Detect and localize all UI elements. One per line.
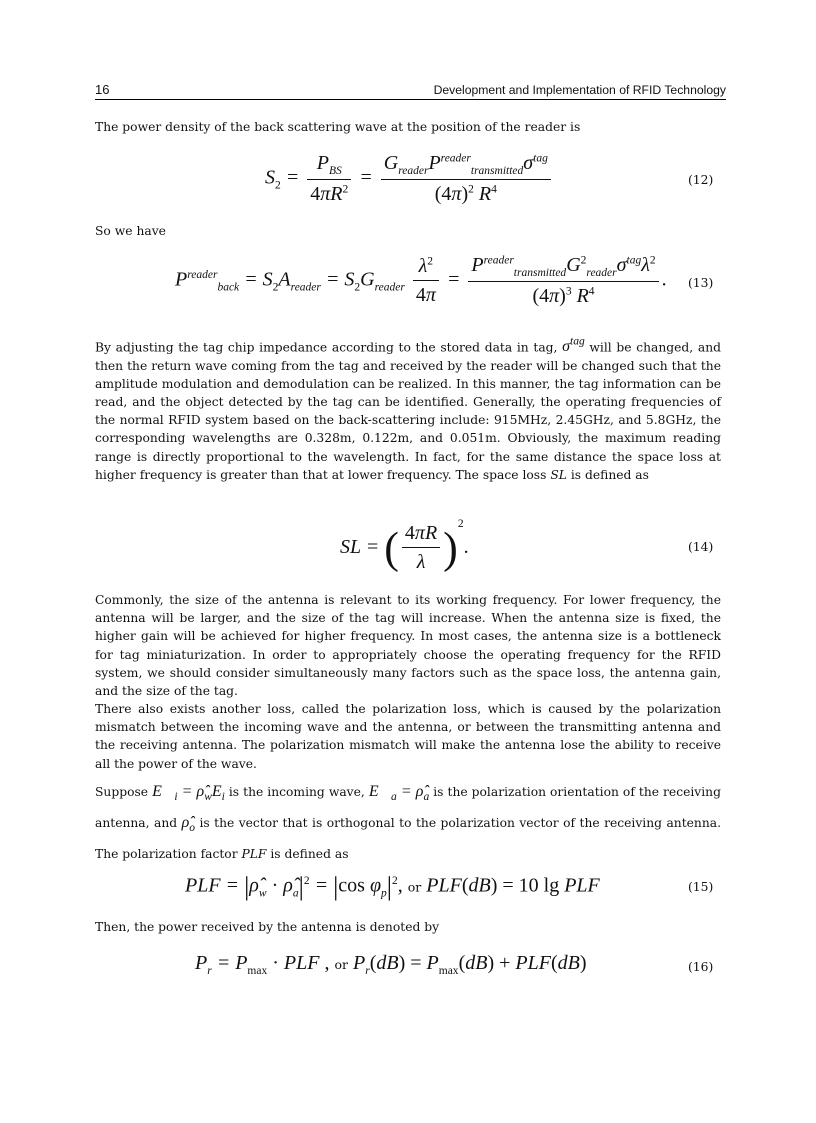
suppose-text-e: is defined as: [266, 847, 349, 862]
sl-symbol: SL: [550, 467, 567, 482]
equation-13-number: (13): [688, 276, 714, 290]
orthogonal-vector-symbol: $\rhô_o$: [181, 814, 195, 835]
paragraph-tag-impedance: [95, 333, 721, 484]
running-title: Development and Implementation of RFID Technology: [433, 83, 726, 97]
equation-13: $P^{reader}_{back} = S_2A_{reader} = S_2G_{reader}$ $\frac{\lambda^2}{4\pi}$ = $\frac{P^{reader}_{transmitted}G^2_{reader}\sigma^{tag}\lambda^2}{(4\pi)^3 R^4}$ .: [175, 254, 667, 307]
equation-16-or: or: [334, 957, 348, 972]
paragraph-tag-impedance-start: By adjusting the tag chip impedance according to the stored data in tag,: [95, 340, 563, 355]
paragraph-polarization-loss: There also exists another loss, called the polarization loss, which is caused by the polarization mismatch between the incoming wave and the antenna, or between the transmitting antenna and the receiving antenna. The polarization mismatch will make the antenna lose the ability to receive all the power of the wave.: [95, 702, 721, 771]
paragraph-antenna-size: Commonly, the size of the antenna is relevant to its working frequency. For lower frequency, the antenna will be larger, and the size of the tag will increase. When the antenna size is fixed, the higher gain will be achieved for higher frequency. In most cases, the antenna size is a bottleneck for tag miniaturization. In order to appropriately choose the operating frequency for the RFID system, we should consider simultaneously many factors such as the space loss, the antenna gain, and the size of the tag.: [95, 593, 721, 699]
suppose-text-d: is the vector that is orthogonal to the polarization vector of the receiving antenna. The polarization factor: [95, 816, 721, 862]
antenna-field-expression: $E⃗_a$ = $\rhô_a$: [368, 783, 430, 804]
equation-14: SL = ( $\frac{4\pi R}{\lambda}$ )$^2$.: [340, 518, 469, 574]
suppose-text-c: is the polarization orientation of the receiving antenna, and: [95, 785, 721, 831]
equation-15-number: (15): [688, 880, 714, 894]
paragraph-power-received: Then, the power received by the antenna is denoted by: [95, 920, 440, 934]
equation-14-number: (14): [688, 540, 714, 554]
paragraph-tag-impedance-end: is defined as: [566, 467, 649, 482]
equation-12-number: (12): [688, 173, 714, 187]
paragraph-so-we-have: So we have: [95, 224, 166, 238]
sigma-tag-symbol: $\sigma^{tag}$: [562, 336, 585, 356]
equation-15: PLF = $|\rhô_w$ · $\rhô_a|^2 = |\cos$ $\varphi_p|^2$, or PLF(dB) = 10 lg PLF: [185, 872, 600, 901]
equation-16: $P_r = P_{max}$ · PLF , or $P_r(dB) = P_{max}(dB) + PLF(dB)$: [195, 952, 587, 977]
suppose-text-b: is the incoming wave,: [224, 785, 369, 799]
equation-15-or: or: [407, 879, 422, 895]
incident-field-expression: $E⃗_i$ = $\rhô_wE_i$: [152, 783, 225, 804]
paragraph-power-density: The power density of the back scattering wave at the position of the reader is: [95, 120, 581, 134]
paragraph-suppose: [95, 779, 721, 867]
equation-16-number: (16): [688, 960, 714, 974]
paragraph-tag-impedance-body: will be changed, and then the return wave coming from the tag and received by the reader will be changed such that the amplitude modulation and demodulation can be realized. In this manner, the tag information can be read, and the object detected by the tag can be identified. Generally, the operating frequencies of the normal RFID system based on the back-scattering include: 915MHz, 2.45GHz, and 5.8GHz, the corresponding wavelengths are 0.328m, 0.122m, and 0.051m. Obviously, the maximum reading range is directly proportional to the wavelength. In fact, for the same distance the space loss at higher frequency is greater than that at lower frequency. The space loss: [95, 340, 721, 482]
page-number: 16: [95, 82, 110, 97]
suppose-text-a: Suppose: [95, 785, 153, 799]
plf-symbol: PLF: [241, 847, 267, 862]
running-header: [95, 81, 726, 100]
equation-12: $S_2$ = $\frac{P_{BS}}{4\pi R^2}$ = $\frac{G_{reader}P^{reader}_{transmitted}\sigma^{tag}}{(4\pi)^2 R^4}$: [265, 152, 554, 206]
